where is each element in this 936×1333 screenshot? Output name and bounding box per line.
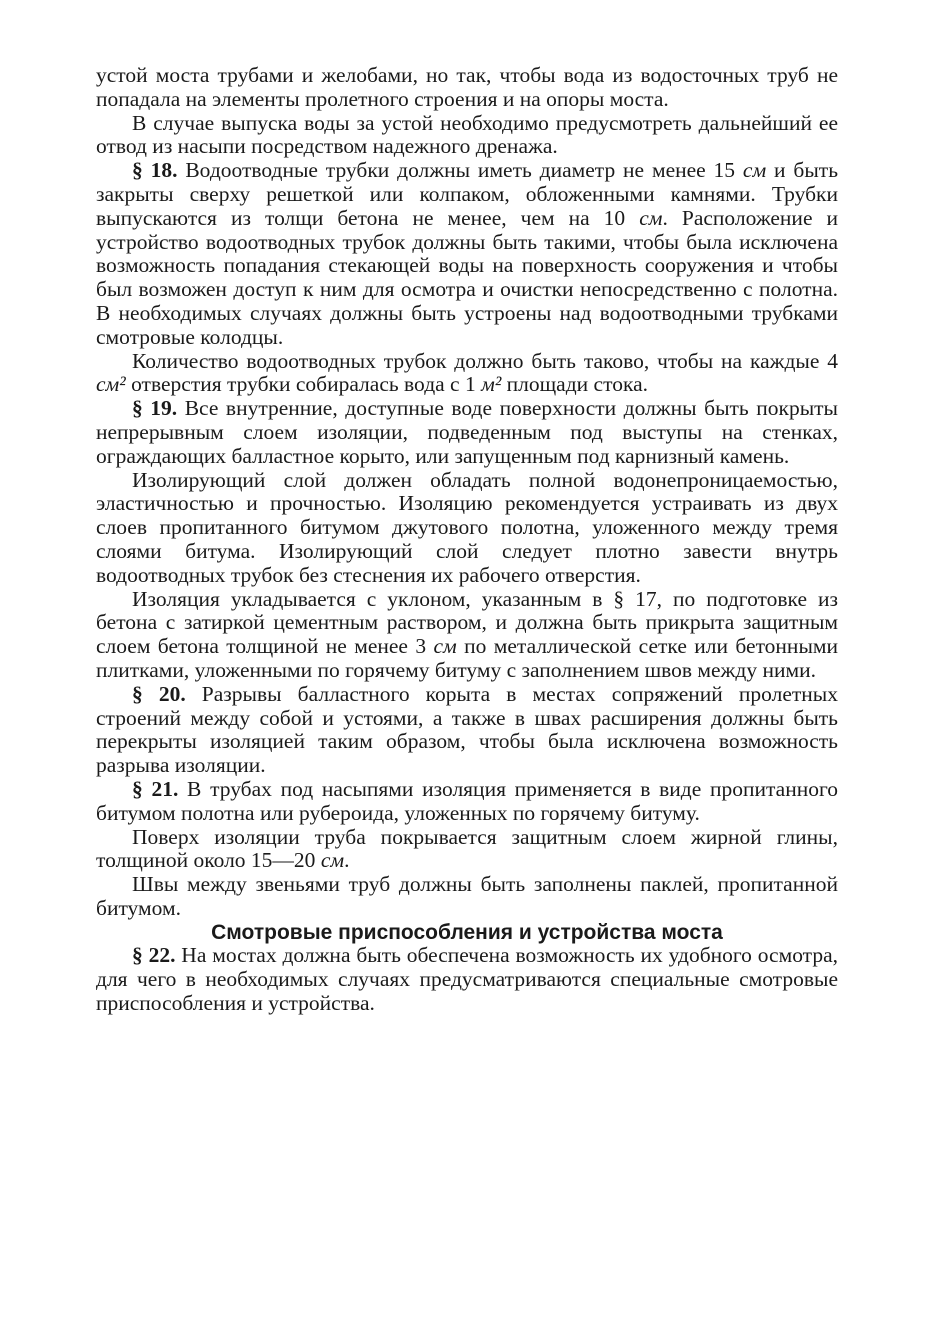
section-number: § 21. <box>132 776 179 801</box>
paragraph-section-21 <box>96 778 838 826</box>
paragraph-clay-layer <box>96 826 838 874</box>
unit-label: см <box>639 205 663 230</box>
paragraph-text: Изоляция укладывается с уклоном, указанным в § 17, по подготовке из бетона с затиркой цементным раствором, и должна быть прикрыта защитным слоем бетона толщиной не менее 3 <box>96 586 838 659</box>
unit-label: см <box>742 158 767 183</box>
paragraph-section-22 <box>96 944 838 1015</box>
paragraph-text: Поверх изоляции труба покрывается защитным слоем жирной глины, толщиной около 15—20 <box>96 824 838 873</box>
paragraph-text: Водоотводные трубки должны иметь диаметр не менее 15 <box>177 158 743 183</box>
paragraph-text: и быть закрыты сверху решеткой или колпаком, обложенными камнями. Трубки выпускаются из толщи бетона не менее, чем на 10 <box>96 158 838 230</box>
paragraph-continuation: устой моста трубами и желобами, но так, чтобы вода из водосточных труб не попадала на элементы пролетного строения и на опоры моста. <box>96 63 838 111</box>
paragraph-text: . Расположение и устройство водоотводных трубок должны быть такими, чтобы была исключена возможность попадания стекающей воды на поверхность сооружения и чтобы был возможен доступ к ним для осмотра и очистки непосредственно с полотна. В необходимых случаях должны быть устроены над водоотводными трубками смотровые колодцы. <box>96 205 839 349</box>
section-number: § 19. <box>132 396 178 421</box>
paragraph-drainage-outlet: В случае выпуска воды за устой необходимо предусмотреть дальнейший ее отвод из насыпи посредством надежного дренажа. <box>96 110 838 159</box>
paragraph-text: по металлической сетке или бетонными плитками, уложенными по горячему битуму с заполнением швов между ними. <box>96 634 838 682</box>
section-heading: Смотровые приспособления и устройства моста <box>211 920 723 944</box>
paragraph-text: отверстия трубки собиралась вода с 1 <box>125 372 482 397</box>
paragraph-text: На мостах должна быть обеспечена возможность их удобного осмотра, для чего в необходимых случаях предусматриваются специальные смотровые приспособления и устройства. <box>96 943 839 1016</box>
paragraph-section-19 <box>96 397 838 468</box>
unit-label: м² <box>481 372 502 397</box>
paragraph-text: площади стока. <box>501 372 648 397</box>
document-page <box>96 64 838 1016</box>
paragraph-section-20 <box>96 683 838 778</box>
paragraph-pipe-joints: Швы между звеньями труб должны быть заполнены паклей, пропитанной битумом. <box>96 872 838 920</box>
paragraph-tube-count <box>96 350 838 398</box>
paragraph-text: В трубах под насыпями изоляция применяется в виде пропитанного битумом полотна или рубероида, уложенных по горячему битуму. <box>96 776 838 825</box>
paragraph-insulating-layer: Изолирующий слой должен обладать полной водонепроницаемостью, эластичностью и прочностью. Изоляцию рекомендуется устраивать из двух слоев пропитанного битумом джутового полотна, уложенного между тремя слоями битума. Изолирующий слой следует плотно завести внутрь водоотводных трубок без стеснения их рабочего отверстия. <box>96 467 838 587</box>
paragraph-text: . <box>344 848 350 873</box>
section-number: § 20. <box>132 681 186 706</box>
unit-label: см <box>320 848 345 873</box>
section-number: § 22. <box>132 943 176 968</box>
unit-label: см² <box>96 372 126 397</box>
paragraph-text: Количество водоотводных трубок должно быть таково, чтобы на каждые 4 <box>132 348 838 373</box>
paragraph-text: Все внутренние, доступные воде поверхности должны быть покрыты непрерывным слоем изоляции, подведенным под выступы на стенках, ограждающих балластное корыто, или запущенным под карнизный камень. <box>96 396 839 468</box>
section-number: § 18. <box>132 158 178 183</box>
paragraph-section-18 <box>96 159 838 349</box>
paragraph-text: Разрывы балластного корыта в местах сопряжений пролетных строений между собой и устоями, а также в швах расширения должны быть перекрыты изоляцией таким образом, чтобы была исключена возможность разрыва изоляции. <box>96 681 838 778</box>
unit-label: см <box>433 634 457 659</box>
paragraph-insulation-laying <box>96 588 838 683</box>
